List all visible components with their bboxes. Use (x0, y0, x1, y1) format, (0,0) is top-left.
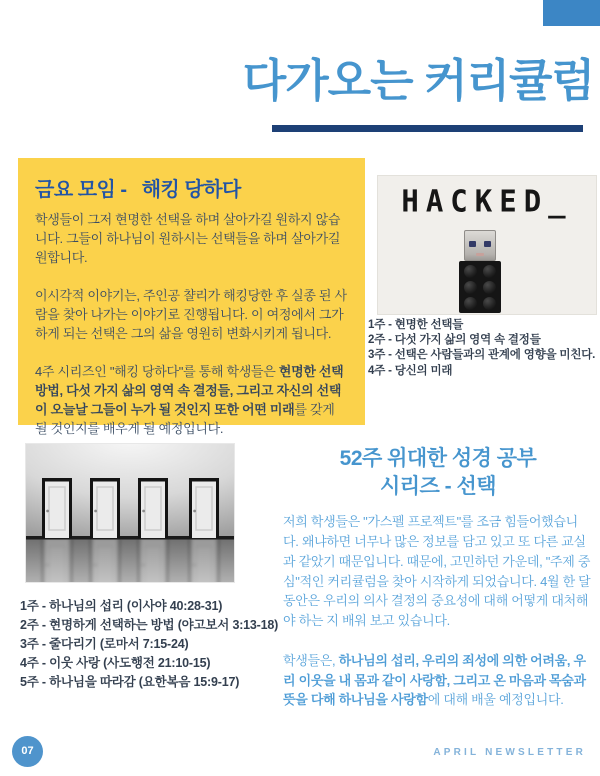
week-item: 3주 - 선택은 사람들과의 관계에 영향을 미친다. (368, 349, 596, 362)
bible-study-title-line2: 시리즈 - 선택 (379, 474, 497, 498)
lego-stud (483, 297, 496, 310)
corner-accent-square (543, 0, 600, 26)
week-item: 4주 - 당신의 미래 (368, 364, 453, 377)
week-item: 1주 - 하나님의 섭리 (이사야 40:28-31) (20, 599, 223, 613)
hacked-caption-text: HACKED_ (401, 183, 573, 219)
page-number-badge: 07 (12, 736, 43, 767)
friday-paragraph-1: 학생들이 그저 현명한 선택을 하며 살아가길 원하지 않습니다. 그들이 하나님이 원하시는 선택들을 하며 살아가길 원합니다. (35, 212, 341, 265)
friday-paragraph-3-bold: 현명한 선택 방법, 다섯 가지 삶의 영역 속 결정들, 그리고 자신의 선택이 오늘날 그들이 누가 될 것인지 또한 어떤 미래 (35, 363, 344, 417)
usb-mouth (476, 253, 484, 256)
page-title: 다가오는 커리큘럼 (242, 55, 594, 106)
bible-paragraph-2-prefix: 학생들은, (283, 652, 339, 668)
doors-illustration (26, 444, 234, 582)
friday-paragraph-3-prefix: 4주 시리즈인 "해킹 당하다"를 통해 학생들은 (35, 363, 279, 379)
usb-lego-body (459, 261, 501, 313)
bible-paragraph-2-suffix: 에 대해 배울 예정입니다. (427, 692, 564, 708)
friday-paragraph-3-suffix: 를 갖게 될 것인지를 배우게 될 예정입니다. (35, 401, 335, 436)
week-item: 2주 - 현명하게 선택하는 방법 (야고보서 3:13-18) (20, 618, 279, 632)
lego-stud (464, 281, 477, 294)
bible-paragraph-1: 저희 학생들은 "가스펠 프로젝트"를 조금 힘들어했습니다. 왜냐하면 너무나 많은 정보를 담고 있고 또 다른 교실과 같았기 때문입니다. 때문에, 고민하던 가운데, "주제 중심"적인 커리큘럼을 찾아 시작하게 되었습니다. 4월 한 달 동안은 우리의 의사 결정의 중요성에 대해 어떻게 대처해야 하는 지 배워 보고 있습니다. (283, 514, 591, 629)
friday-meeting-card (18, 158, 365, 436)
hacked-image (377, 175, 597, 315)
usb-eye-right (484, 241, 491, 247)
bible-week-list (20, 597, 278, 692)
week-item: 1주 - 현명한 선택들 (368, 319, 464, 331)
bible-paragraph-2 (283, 651, 593, 710)
lego-stud (464, 297, 477, 310)
friday-meeting-heading: 금요 모임 - 해킹 당하다 (35, 179, 241, 201)
bible-study-title (283, 445, 593, 500)
hacked-week-list (368, 318, 595, 379)
week-item: 4주 - 이웃 사랑 (사도행전 21:10-15) (20, 656, 211, 670)
friday-paragraph-3 (35, 363, 348, 439)
bible-study-section (283, 445, 593, 730)
usb-stick-head (464, 230, 496, 261)
lego-stud (464, 265, 477, 278)
usb-eye-left (469, 241, 476, 247)
bible-study-title-line1: 52주 위대한 성경 공부 (339, 447, 537, 470)
week-item: 5주 - 하나님을 따라감 (요한복음 15:9-17) (20, 675, 240, 689)
doors-image (25, 443, 235, 583)
title-underline (272, 125, 583, 132)
newsletter-label: APRIL NEWSLETTER (433, 747, 586, 758)
bible-paragraph-2-bold: 하나님의 섭리, 우리의 죄성에 의한 어려움, 우리 이웃을 내 몸과 같이 사랑함, 그리고 온 마음과 목숨과 뜻을 다해 하나님을 사랑함 (283, 652, 586, 708)
lego-stud (483, 265, 496, 278)
week-item: 3주 - 줄다리기 (로마서 7:15-24) (20, 637, 189, 651)
lego-stud (483, 281, 496, 294)
friday-paragraph-2: 이시각적 이야기는, 주인공 챨리가 해킹당한 후 실종 된 사람을 찾아 나가는 이야기로 진행됩니다. 이 여정에서 그가 하게 되는 선택은 그의 삶을 영원히 변화시키게 됩니다. (35, 287, 347, 341)
week-item: 2주 - 다섯 가지 삶의 영역 속 결정들 (368, 334, 541, 347)
